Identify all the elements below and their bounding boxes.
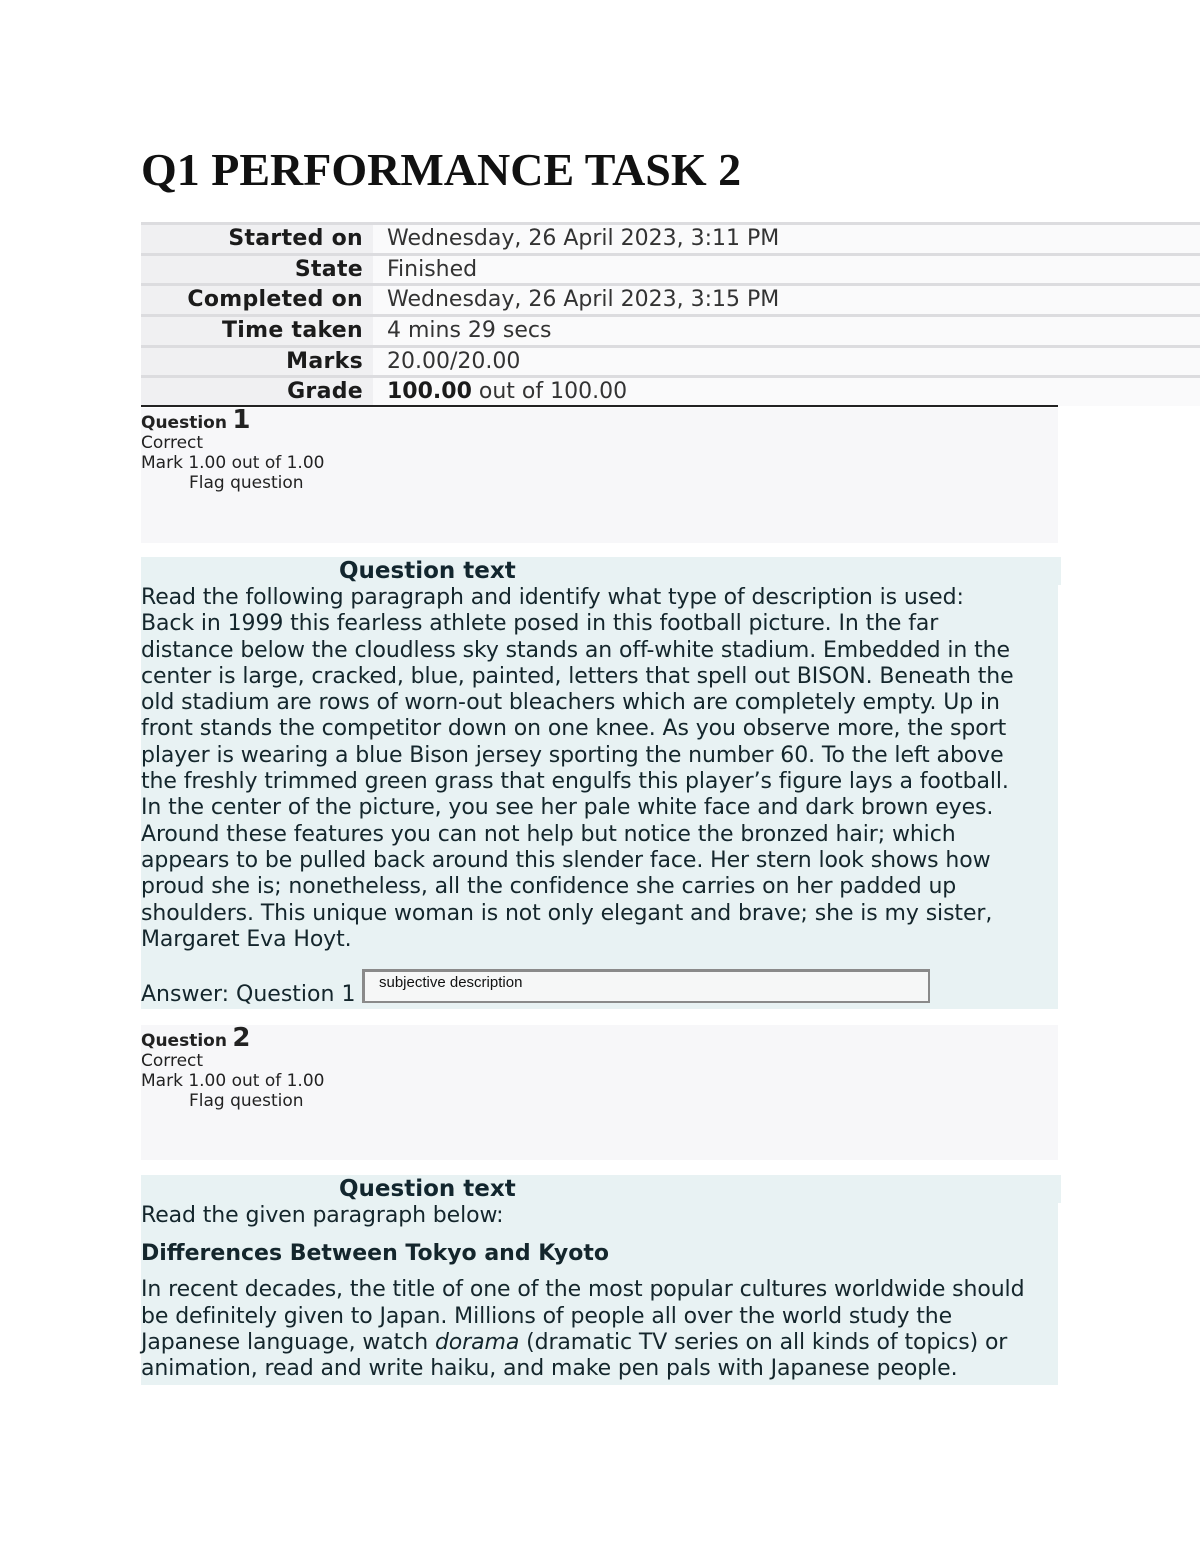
q1-line: Around these features you can not help but notice the bronzed hair; which [141,821,956,847]
answer-label: Answer: Question 1 [141,982,356,1007]
question-2-status: Correct [141,1051,204,1071]
q1-line: shoulders. This unique woman is not only elegant and brave; she is my sister, [141,900,993,926]
marks-value: 20.00/20.00 [373,348,1200,376]
summary-divider [141,405,1058,407]
question-1-info [141,405,1058,543]
q1-line: Margaret Eva Hoyt. [141,926,352,952]
q1-line: old stadium are rows of worn-out bleachers which are completely empty. Up in [141,690,1000,716]
grade-score: 100.00 [387,379,472,405]
question-2-text-block [141,1175,1058,1385]
question-2-label: Question [141,1031,227,1051]
summary-row-time [141,314,1200,345]
grade-label: Grade [141,378,373,406]
q1-line: center is large, cracked, blue, painted, letters that spell out BISON. Beneath the [141,663,1014,689]
question-2-number: 2 [232,1023,251,1053]
q1-line: Read the following paragraph and identify what type of description is used: [141,585,964,610]
summary-row-started [141,222,1200,253]
q2-line [141,1330,1058,1356]
q2-line: be definitely given to Japan. Millions of people all over the world study the [141,1303,953,1329]
marks-label: Marks [141,348,373,376]
q1-line: appears to be pulled back around this slender face. Her stern look shows how [141,847,991,873]
question-1-status: Correct [141,433,204,453]
attempt-summary-table [141,222,1200,406]
q2-line3-italic: dorama [434,1329,520,1355]
grade-value [373,378,1200,406]
question-2-flag[interactable]: Flag question [189,1091,304,1111]
q1-line: Back in 1999 this fearless athlete posed in this football picture. In the far [141,611,939,637]
question-2-subheading: Differences Between Tokyo and Kyoto [141,1241,609,1267]
summary-row-marks [141,345,1200,376]
q2-line3-end: (dramatic TV series on all kinds of topics) or [519,1329,1008,1355]
summary-row-grade [141,375,1200,406]
time-taken-value: 4 mins 29 secs [373,317,1200,345]
q1-line: player is wearing a blue Bison jersey sporting the number 60. To the left above [141,742,1004,768]
grade-out-of: out of 100.00 [471,379,628,405]
summary-row-completed [141,283,1200,314]
question-1-label: Question [141,413,227,433]
page-title: Q1 PERFORMANCE TASK 2 [141,144,742,195]
summary-row-state [141,253,1200,284]
question-1-number: 1 [232,405,251,435]
question-2-intro: Read the given paragraph below: [141,1203,504,1228]
question-1-flag[interactable]: Flag question [189,473,304,493]
q1-line: proud she is; nonetheless, all the confidence she carries on her padded up [141,874,957,900]
question-1-paragraph [141,585,1058,953]
time-taken-label: Time taken [141,317,373,345]
completed-on-label: Completed on [141,286,373,314]
question-1-text-block [141,557,1058,1009]
completed-on-value: Wednesday, 26 April 2023, 3:15 PM [373,286,1200,314]
question-2-text-heading: Question text [339,1175,1061,1203]
question-1-answer-row [141,969,1058,1019]
q1-line: distance below the cloudless sky stands an off-white stadium. Embedded in the [141,637,1010,663]
q2-line: animation, read and write haiku, and make pen pals with Japanese people. [141,1356,958,1382]
question-1-text-heading: Question text [339,557,1061,585]
state-label: State [141,256,373,284]
question-2-info [141,1025,1058,1160]
answer-input[interactable]: subjective description [362,969,930,1003]
question-2-mark: Mark 1.00 out of 1.00 [141,1071,325,1091]
q1-line: the freshly trimmed green grass that engulfs this player’s figure lays a football. [141,769,1009,795]
started-on-label: Started on [141,225,373,253]
started-on-value: Wednesday, 26 April 2023, 3:11 PM [373,225,1200,253]
q1-line: In the center of the picture, you see her pale white face and dark brown eyes. [141,795,994,821]
question-1-mark: Mark 1.00 out of 1.00 [141,453,325,473]
q1-line: front stands the competitor down on one knee. As you observe more, the sport [141,716,1007,742]
q2-line3-start: Japanese language, watch [141,1329,435,1355]
state-value: Finished [373,256,1200,284]
q2-line: In recent decades, the title of one of the most popular cultures worldwide should [141,1277,1025,1303]
